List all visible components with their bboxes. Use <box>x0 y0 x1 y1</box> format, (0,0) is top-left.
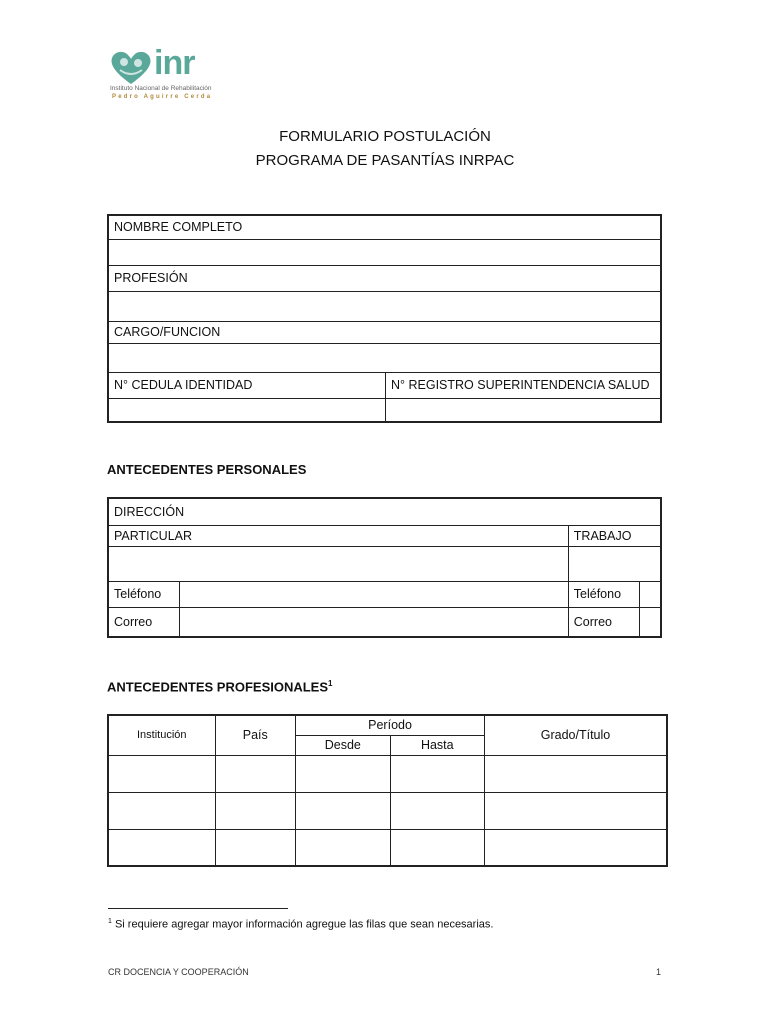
registro-label: N° REGISTRO SUPERINTENDENCIA SALUD <box>386 372 662 398</box>
nombre-field[interactable] <box>108 239 661 265</box>
col-desde: Desde <box>296 735 391 755</box>
desde-cell[interactable] <box>296 792 391 829</box>
trabajo-label: TRABAJO <box>568 525 661 546</box>
hasta-cell[interactable] <box>390 829 484 866</box>
form-title-line2: PROGRAMA DE PASANTÍAS INRPAC <box>255 152 515 169</box>
professional-history-table <box>107 714 668 867</box>
cargo-field[interactable] <box>108 343 661 372</box>
institution-logo <box>110 44 220 104</box>
col-periodo: Período <box>296 715 485 735</box>
profesion-field[interactable] <box>108 291 661 321</box>
footnote-divider <box>108 908 288 909</box>
hasta-cell[interactable] <box>390 792 484 829</box>
form-title-line1: FORMULARIO POSTULACIÓN <box>279 128 491 145</box>
footer-department: CR DOCENCIA Y COOPERACIÓN <box>108 967 249 977</box>
grado-cell[interactable] <box>485 792 667 829</box>
table-row <box>108 792 667 829</box>
col-hasta: Hasta <box>390 735 484 755</box>
table-row <box>108 755 667 792</box>
heart-logo-icon <box>110 50 152 86</box>
hasta-cell[interactable] <box>390 755 484 792</box>
nombre-label: NOMBRE COMPLETO <box>108 215 661 239</box>
table-row <box>108 829 667 866</box>
trabajo-field[interactable] <box>568 546 661 581</box>
correo-trabajo-label: Correo <box>568 607 639 637</box>
telefono-particular-label: Teléfono <box>108 581 180 607</box>
desde-cell[interactable] <box>296 829 391 866</box>
telefono-trabajo-label: Teléfono <box>568 581 639 607</box>
col-institucion: Institución <box>108 715 215 755</box>
correo-trabajo-field[interactable] <box>639 607 661 637</box>
cargo-label: CARGO/FUNCION <box>108 321 661 343</box>
institucion-cell[interactable] <box>108 755 215 792</box>
particular-field[interactable] <box>108 546 568 581</box>
correo-particular-label: Correo <box>108 607 180 637</box>
direccion-label: DIRECCIÓN <box>108 498 661 525</box>
telefono-trabajo-field[interactable] <box>639 581 661 607</box>
footnote-number: 1 <box>108 918 112 925</box>
logo-tagline: Pedro Aguirre Cerda <box>112 94 213 100</box>
antecedentes-personales-heading: ANTECEDENTES PERSONALES <box>107 462 307 477</box>
correo-particular-field[interactable] <box>180 607 569 637</box>
pais-cell[interactable] <box>215 792 296 829</box>
personal-info-table <box>107 214 662 423</box>
telefono-particular-field[interactable] <box>180 581 569 607</box>
col-grado: Grado/Título <box>485 715 667 755</box>
antecedentes-profesionales-text: ANTECEDENTES PROFESIONALES <box>107 679 329 695</box>
cedula-label: N° CEDULA IDENTIDAD <box>108 372 386 398</box>
footnote-text: Si requiere agregar mayor información agregue las filas que sean necesarias. <box>114 918 494 931</box>
logo-subtitle: Instituto Nacional de Rehabilitación <box>110 85 212 92</box>
footnote <box>108 918 493 931</box>
desde-cell[interactable] <box>296 755 391 792</box>
particular-label: PARTICULAR <box>108 525 568 546</box>
antecedentes-profesionales-heading <box>107 679 332 694</box>
institucion-cell[interactable] <box>108 829 215 866</box>
page-number: 1 <box>656 967 662 977</box>
logo-wordmark: inr <box>154 44 195 82</box>
profesion-label: PROFESIÓN <box>108 265 661 291</box>
pais-cell[interactable] <box>215 829 296 866</box>
footnote-ref: 1 <box>328 679 333 688</box>
grado-cell[interactable] <box>485 755 667 792</box>
grado-cell[interactable] <box>485 829 667 866</box>
registro-field[interactable] <box>386 398 662 422</box>
address-table <box>107 497 662 638</box>
col-pais: País <box>215 715 296 755</box>
institucion-cell[interactable] <box>108 792 215 829</box>
pais-cell[interactable] <box>215 755 296 792</box>
cedula-field[interactable] <box>108 398 386 422</box>
